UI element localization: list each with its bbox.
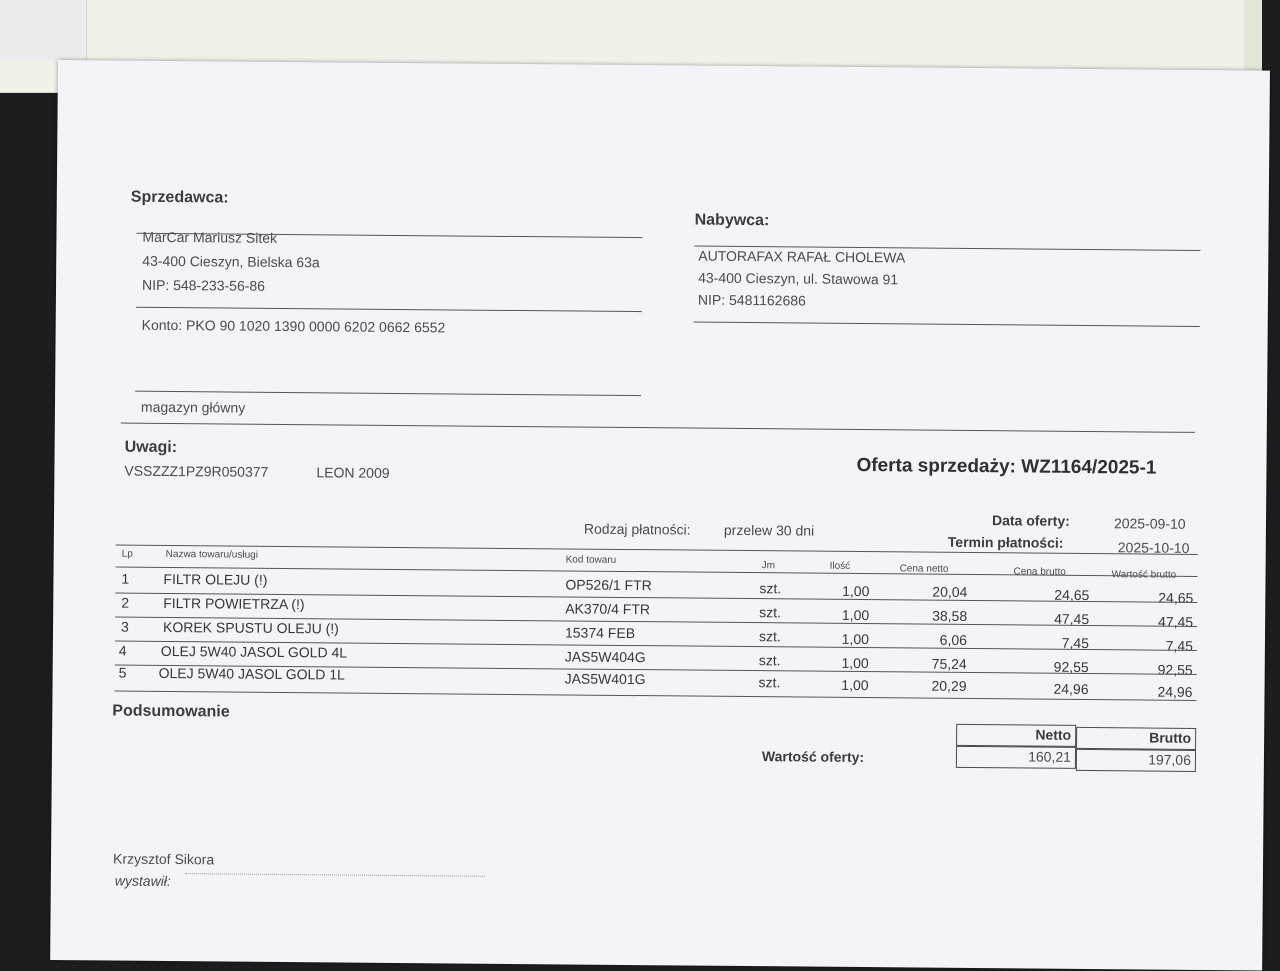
document-title: Oferta sprzedaży: WZ1164/2025-1: [856, 454, 1157, 479]
col-header-qty: Ilość: [829, 560, 851, 572]
table-row-5-net-price: 20,29: [931, 677, 967, 694]
col-header-lp: Lp: [121, 548, 133, 560]
buyer-heading: Nabywca:: [694, 211, 770, 230]
table-row-2-net-price: 38,58: [932, 607, 968, 624]
notes-vin: VSSZZZ1PZ9R050377: [124, 462, 269, 480]
summary-netto-label: Netto: [1035, 726, 1072, 743]
col-header-code: Kod towaru: [565, 554, 617, 566]
table-row-3-net-price: 6,06: [939, 631, 968, 648]
table-row-2-gross-value: 47,45: [1158, 613, 1194, 630]
seller-account: Konto: PKO 90 1020 1390 0000 6202 0662 6552: [141, 316, 446, 336]
table-row-4-unit: szt.: [758, 652, 781, 669]
table-row-4-lp: 4: [118, 642, 127, 659]
payment-due-label: Termin płatności:: [947, 533, 1064, 551]
summary-brutto-label: Brutto: [1149, 729, 1192, 746]
table-row-4-gross-price: 92,55: [1053, 658, 1089, 676]
seller-address: 43-400 Cieszyn, Bielska 63a: [142, 252, 320, 271]
table-row-3-code: 15374 FEB: [564, 624, 636, 642]
signature-line: [185, 873, 485, 877]
notes-heading: Uwagi:: [124, 438, 178, 457]
buyer-address: 43-400 Cieszyn, ul. Stawowa 91: [698, 269, 899, 288]
seller-heading: Sprzedawca:: [130, 188, 229, 207]
table-row-3-name: KOREK SPUSTU OLEJU (!): [162, 618, 339, 637]
warehouse-divider: [135, 391, 641, 396]
table-row-1-gross-price: 24,65: [1054, 586, 1090, 604]
table-row-3-lp: 3: [120, 618, 129, 635]
issuer-label: wystawił:: [114, 872, 171, 890]
col-header-name: Nazwa towaru/usługi: [165, 548, 258, 561]
col-header-net-price: Cena netto: [899, 563, 949, 575]
table-row-5-name: OLEJ 5W40 JASOL GOLD 1L: [158, 664, 345, 683]
table-row-2-unit: szt.: [759, 604, 782, 621]
table-row-3-unit: szt.: [758, 628, 781, 645]
table-row-3-qty: 1,00: [841, 630, 870, 648]
table-row-5-qty: 1,00: [841, 676, 869, 694]
issuer-name: Krzysztof Sikora: [112, 850, 215, 868]
offer-document-sheet: [50, 60, 1270, 971]
table-row-1-unit: szt.: [759, 580, 782, 597]
table-row-1-lp: 1: [121, 570, 130, 587]
table-row-5-code: JAS5W401G: [564, 670, 646, 688]
table-row-5-gross-value: 24,96: [1157, 683, 1193, 700]
payment-value: przelew 30 dni: [723, 521, 815, 539]
table-row-3-gross-price: 7,45: [1061, 634, 1090, 652]
table-row-4-gross-value: 92,55: [1157, 661, 1193, 678]
table-row-5-gross-price: 24,96: [1053, 680, 1089, 698]
background-folder-edge: [0, 0, 87, 60]
table-row-1-code: OP526/1 FTR: [565, 576, 652, 594]
table-row-4-name: OLEJ 5W40 JASOL GOLD 4L: [160, 642, 348, 661]
payment-due-value: 2025-10-10: [1117, 539, 1190, 556]
warehouse-name: magazyn główny: [140, 398, 246, 416]
summary-netto-value-cell: [956, 746, 1076, 769]
table-row-5-lp: 5: [118, 664, 127, 681]
offer-value-label: Wartość oferty:: [761, 748, 865, 766]
table-row-4-net-price: 75,24: [931, 655, 967, 672]
section-divider: [121, 423, 1195, 433]
offer-date-label: Data oferty:: [991, 512, 1070, 529]
buyer-divider-2: [694, 322, 1200, 327]
table-row-1-net-price: 20,04: [932, 583, 968, 600]
col-header-gross-value: Wartość brutto: [1111, 569, 1177, 581]
summary-brutto-header-cell: [1076, 727, 1196, 750]
table-row-1-qty: 1,00: [842, 582, 870, 600]
table-row-2-qty: 1,00: [841, 606, 870, 624]
table-row-1-gross-value: 24,65: [1158, 589, 1194, 606]
table-row-1-name: FILTR OLEJU (!): [163, 570, 268, 588]
col-header-gross-price: Cena brutto: [1013, 566, 1066, 578]
seller-name: MarCar Mariusz Sitek: [142, 228, 278, 246]
col-header-unit: Jm: [761, 560, 776, 572]
seller-divider-2: [136, 307, 642, 312]
summary-brutto-value: 197,06: [1148, 751, 1192, 768]
summary-brutto-value-cell: [1076, 749, 1196, 772]
summary-netto-header-cell: [956, 724, 1076, 747]
offer-date-value: 2025-09-10: [1113, 515, 1186, 532]
buyer-nip: NIP: 5481162686: [697, 291, 806, 309]
summary-netto-value: 160,21: [1028, 748, 1072, 765]
table-row-2-code: AK370/4 FTR: [565, 600, 651, 618]
buyer-name: AUTORAFAX RAFAŁ CHOLEWA: [698, 247, 906, 266]
table-row-2-gross-price: 47,45: [1054, 610, 1090, 628]
payment-label: Rodzaj płatności:: [583, 520, 691, 538]
table-row-3-gross-value: 7,45: [1165, 637, 1193, 654]
table-row-4-qty: 1,00: [841, 654, 869, 672]
table-row-2-name: FILTR POWIETRZA (!): [163, 594, 305, 613]
seller-nip: NIP: 548-233-56-86: [141, 276, 266, 294]
table-row-2-lp: 2: [121, 594, 130, 611]
table-row-4-code: JAS5W404G: [564, 648, 646, 666]
notes-model: LEON 2009: [316, 464, 390, 481]
table-row-5-unit: szt.: [758, 674, 781, 691]
summary-heading: Podsumowanie: [112, 702, 230, 721]
